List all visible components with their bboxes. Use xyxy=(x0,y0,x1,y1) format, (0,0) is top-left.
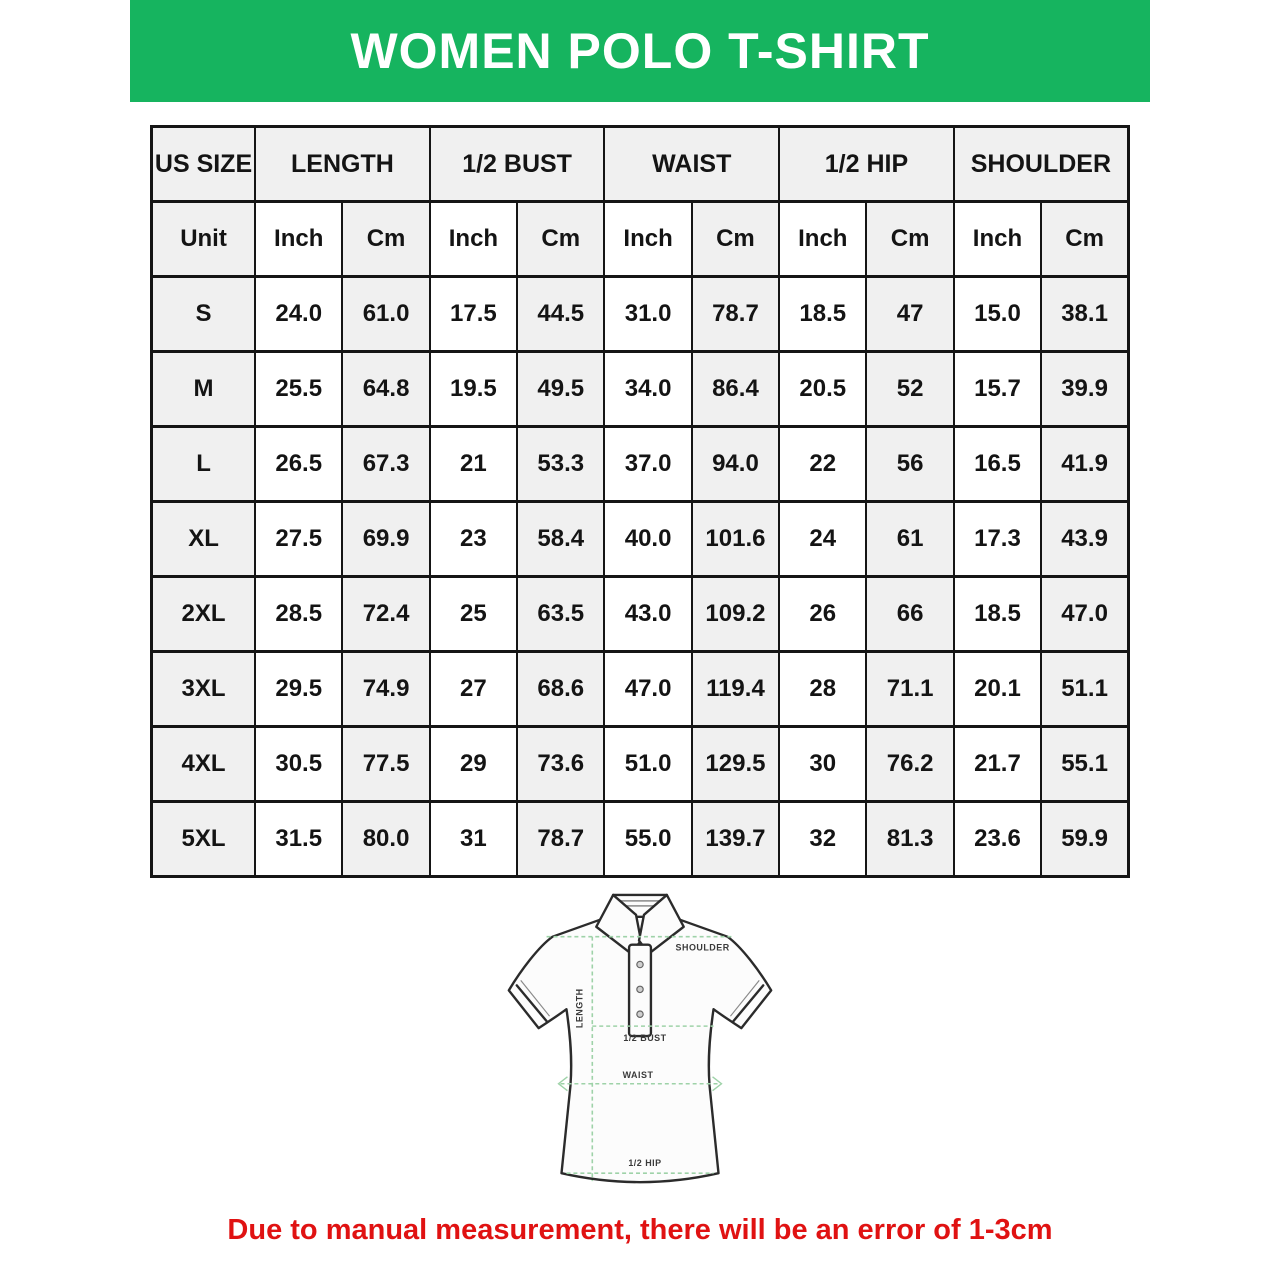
value-cell: 63.5 xyxy=(517,577,604,652)
value-cell: 25 xyxy=(430,577,517,652)
table-row-xl xyxy=(152,502,1129,577)
value-cell: 55.0 xyxy=(604,802,691,877)
polo-shirt-illustration xyxy=(470,887,810,1205)
value-cell: 28.5 xyxy=(255,577,342,652)
value-cell: 47.0 xyxy=(604,652,691,727)
shoulder-label: SHOULDER xyxy=(675,942,730,953)
value-cell: 37.0 xyxy=(604,427,691,502)
value-cell: 16.5 xyxy=(954,427,1041,502)
unit-header-row xyxy=(152,202,1129,277)
value-cell: 80.0 xyxy=(342,802,429,877)
value-cell: 43.0 xyxy=(604,577,691,652)
value-cell: 26.5 xyxy=(255,427,342,502)
value-cell: 29.5 xyxy=(255,652,342,727)
value-cell: 34.0 xyxy=(604,352,691,427)
value-cell: 22 xyxy=(779,427,866,502)
unit-cm: Cm xyxy=(1041,202,1128,277)
value-cell: 18.5 xyxy=(779,277,866,352)
value-cell: 27 xyxy=(430,652,517,727)
value-cell: 27.5 xyxy=(255,502,342,577)
value-cell: 18.5 xyxy=(954,577,1041,652)
unit-cm: Cm xyxy=(866,202,953,277)
value-cell: 76.2 xyxy=(866,727,953,802)
unit-label: Unit xyxy=(152,202,256,277)
table-row-l xyxy=(152,427,1129,502)
hip-label: 1/2 HIP xyxy=(628,1158,662,1169)
value-cell: 51.0 xyxy=(604,727,691,802)
value-cell: 59.9 xyxy=(1041,802,1128,877)
unit-cm: Cm xyxy=(517,202,604,277)
value-cell: 78.7 xyxy=(692,277,779,352)
button xyxy=(637,986,643,992)
value-cell: 101.6 xyxy=(692,502,779,577)
size-cell: 3XL xyxy=(152,652,256,727)
unit-cm: Cm xyxy=(342,202,429,277)
value-cell: 67.3 xyxy=(342,427,429,502)
value-cell: 49.5 xyxy=(517,352,604,427)
unit-inch: Inch xyxy=(779,202,866,277)
value-cell: 20.1 xyxy=(954,652,1041,727)
value-cell: 78.7 xyxy=(517,802,604,877)
value-cell: 74.9 xyxy=(342,652,429,727)
unit-cm: Cm xyxy=(692,202,779,277)
value-cell: 68.6 xyxy=(517,652,604,727)
value-cell: 43.9 xyxy=(1041,502,1128,577)
value-cell: 15.7 xyxy=(954,352,1041,427)
value-cell: 17.3 xyxy=(954,502,1041,577)
value-cell: 69.9 xyxy=(342,502,429,577)
unit-inch: Inch xyxy=(604,202,691,277)
value-cell: 21 xyxy=(430,427,517,502)
size-cell: XL xyxy=(152,502,256,577)
value-cell: 51.1 xyxy=(1041,652,1128,727)
value-cell: 72.4 xyxy=(342,577,429,652)
size-chart-table xyxy=(150,125,1130,878)
bust-label: 1/2 BUST xyxy=(623,1033,667,1044)
value-cell: 58.4 xyxy=(517,502,604,577)
value-cell: 64.8 xyxy=(342,352,429,427)
value-cell: 26 xyxy=(779,577,866,652)
value-cell: 21.7 xyxy=(954,727,1041,802)
value-cell: 73.6 xyxy=(517,727,604,802)
value-cell: 94.0 xyxy=(692,427,779,502)
value-cell: 139.7 xyxy=(692,802,779,877)
waist-label: WAIST xyxy=(622,1069,654,1080)
value-cell: 19.5 xyxy=(430,352,517,427)
button xyxy=(637,1011,643,1017)
col-header-half-hip: 1/2 HIP xyxy=(779,127,954,202)
value-cell: 31 xyxy=(430,802,517,877)
value-cell: 71.1 xyxy=(866,652,953,727)
size-cell: M xyxy=(152,352,256,427)
value-cell: 77.5 xyxy=(342,727,429,802)
value-cell: 61.0 xyxy=(342,277,429,352)
col-header-us-size: US SIZE xyxy=(152,127,256,202)
value-cell: 31.0 xyxy=(604,277,691,352)
value-cell: 30 xyxy=(779,727,866,802)
value-cell: 61 xyxy=(866,502,953,577)
col-header-half-bust: 1/2 BUST xyxy=(430,127,605,202)
value-cell: 23.6 xyxy=(954,802,1041,877)
value-cell: 28 xyxy=(779,652,866,727)
value-cell: 31.5 xyxy=(255,802,342,877)
value-cell: 109.2 xyxy=(692,577,779,652)
unit-inch: Inch xyxy=(954,202,1041,277)
value-cell: 55.1 xyxy=(1041,727,1128,802)
table-row-s xyxy=(152,277,1129,352)
table-row-2xl xyxy=(152,577,1129,652)
value-cell: 32 xyxy=(779,802,866,877)
size-cell: 2XL xyxy=(152,577,256,652)
value-cell: 15.0 xyxy=(954,277,1041,352)
table-row-5xl xyxy=(152,802,1129,877)
value-cell: 47.0 xyxy=(1041,577,1128,652)
group-header-row xyxy=(152,127,1129,202)
size-cell: 4XL xyxy=(152,727,256,802)
table-row-m xyxy=(152,352,1129,427)
value-cell: 40.0 xyxy=(604,502,691,577)
value-cell: 39.9 xyxy=(1041,352,1128,427)
table-row-3xl xyxy=(152,652,1129,727)
value-cell: 129.5 xyxy=(692,727,779,802)
value-cell: 86.4 xyxy=(692,352,779,427)
value-cell: 119.4 xyxy=(692,652,779,727)
size-cell: 5XL xyxy=(152,802,256,877)
size-cell: S xyxy=(152,277,256,352)
value-cell: 23 xyxy=(430,502,517,577)
table-row-4xl xyxy=(152,727,1129,802)
length-label: LENGTH xyxy=(574,988,585,1029)
size-cell: L xyxy=(152,427,256,502)
value-cell: 44.5 xyxy=(517,277,604,352)
col-header-length: LENGTH xyxy=(255,127,430,202)
value-cell: 66 xyxy=(866,577,953,652)
col-header-shoulder: SHOULDER xyxy=(954,127,1129,202)
value-cell: 52 xyxy=(866,352,953,427)
value-cell: 24 xyxy=(779,502,866,577)
title-banner xyxy=(130,0,1150,102)
value-cell: 24.0 xyxy=(255,277,342,352)
value-cell: 29 xyxy=(430,727,517,802)
value-cell: 38.1 xyxy=(1041,277,1128,352)
value-cell: 30.5 xyxy=(255,727,342,802)
polo-measurement-diagram xyxy=(470,887,810,1210)
value-cell: 81.3 xyxy=(866,802,953,877)
page-title: WOMEN POLO T-SHIRT xyxy=(350,23,930,79)
value-cell: 53.3 xyxy=(517,427,604,502)
value-cell: 41.9 xyxy=(1041,427,1128,502)
button xyxy=(637,961,643,967)
value-cell: 47 xyxy=(866,277,953,352)
value-cell: 56 xyxy=(866,427,953,502)
col-header-waist: WAIST xyxy=(604,127,779,202)
unit-inch: Inch xyxy=(430,202,517,277)
value-cell: 20.5 xyxy=(779,352,866,427)
value-cell: 17.5 xyxy=(430,277,517,352)
unit-inch: Inch xyxy=(255,202,342,277)
measurement-disclaimer: Due to manual measurement, there will be an error of 1-3cm xyxy=(227,1214,1053,1246)
value-cell: 25.5 xyxy=(255,352,342,427)
